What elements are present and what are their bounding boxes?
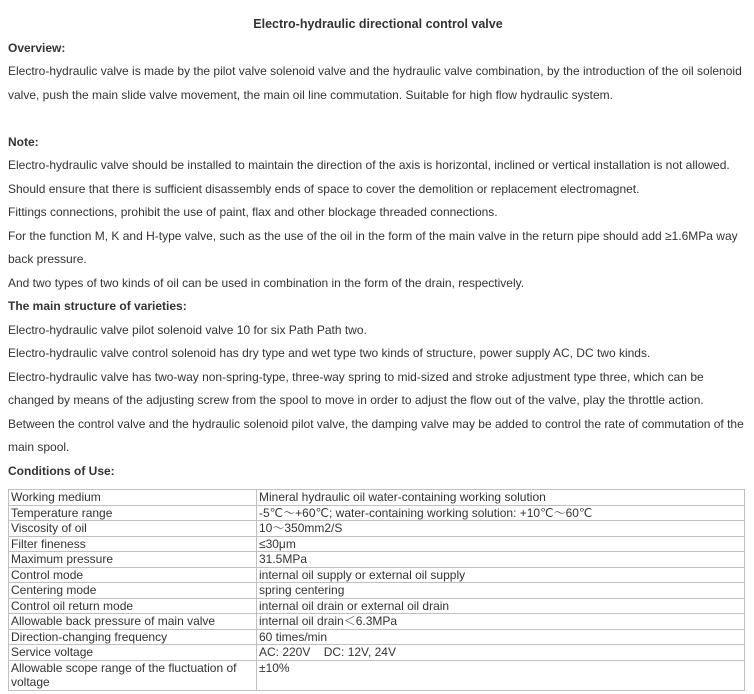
- spec-value-cell: 31.5MPa: [257, 552, 745, 568]
- spec-label-cell: Centering mode: [9, 583, 257, 599]
- table-row: [9, 645, 745, 661]
- section-structure: [8, 295, 748, 460]
- note-heading: Note:: [8, 134, 39, 149]
- spec-value-cell: internal oil supply or external oil supply: [257, 567, 745, 583]
- conditions-spec-table: [8, 489, 745, 691]
- structure-heading: The main structure of varieties:: [8, 299, 187, 313]
- note-paragraph-1: Electro-hydraulic valve should be installed to maintain the direction of the axis is horizontal, inclined or vertical installation is not allowed.: [8, 158, 730, 172]
- spec-label-cell: Temperature range: [9, 505, 257, 521]
- spec-value-cell: internal oil drain or external oil drain: [257, 598, 745, 614]
- spec-value-cell: 10～350mm2/S: [257, 521, 745, 537]
- note-paragraph-2: Should ensure that there is sufficient disassembly ends of space to cover the demolition or replacement electromagnet.: [8, 181, 640, 196]
- spec-label-cell: Control mode: [9, 567, 257, 583]
- spec-label-cell: Allowable scope range of the fluctuation of voltage: [9, 660, 257, 690]
- structure-paragraph-4: Between the control valve and the hydraulic solenoid pilot valve, the damping valve may be added to control the rate of commutation of the main spool.: [8, 416, 744, 454]
- section-note: [8, 131, 748, 296]
- spec-value-cell: -5℃～+60℃; water-containing working solution: +10℃～60℃: [257, 505, 745, 521]
- conditions-heading: Conditions of Use:: [8, 463, 115, 478]
- spec-label-cell: Working medium: [9, 490, 257, 506]
- spec-label-cell: Service voltage: [9, 645, 257, 661]
- table-row: [9, 521, 745, 537]
- spec-label-cell: Viscosity of oil: [9, 521, 257, 537]
- spec-value-cell: ≤30μm: [257, 536, 745, 552]
- spec-value-cell: internal oil drain＜6.3MPa: [257, 614, 745, 630]
- note-paragraph-4: For the function M, K and H-type valve, such as the use of the oil in the form of the main valve in the return pipe should add ≥1.6MPa way back pressure.: [8, 228, 738, 266]
- page-title: Electro-hydraulic directional control valve: [253, 17, 503, 31]
- spec-value-cell: AC: 220V DC: 12V, 24V: [257, 645, 745, 661]
- spec-label-cell: Direction-changing frequency: [9, 629, 257, 645]
- spec-label-cell: Allowable back pressure of main valve: [9, 614, 257, 630]
- section-overview: [8, 37, 748, 108]
- spec-value-cell: ±10%: [257, 660, 745, 690]
- overview-heading: Overview:: [8, 40, 66, 55]
- spec-value-cell: 60 times/min: [257, 629, 745, 645]
- spec-label-cell: Maximum pressure: [9, 552, 257, 568]
- table-row: [9, 583, 745, 599]
- table-row: [9, 567, 745, 583]
- table-row: [9, 505, 745, 521]
- table-row: [9, 660, 745, 690]
- section-conditions: [8, 460, 748, 691]
- structure-paragraph-2: Electro-hydraulic valve control solenoid has dry type and wet type two kinds of structure, power supply AC, DC two kinds.: [8, 346, 651, 360]
- overview-paragraph: Electro-hydraulic valve is made by the pilot valve solenoid valve and the hydraulic valve combination, by the introduction of the oil solenoid valve, push the main slide valve movement, the main oil line commutation. Suitable for high flow hydraulic system.: [8, 64, 742, 102]
- note-paragraph-3: Fittings connections, prohibit the use of paint, flax and other blockage threaded connections.: [8, 205, 498, 219]
- note-paragraph-5: And two types of two kinds of oil can be used in combination in the form of the drain, respectively.: [8, 275, 525, 290]
- table-row: [9, 614, 745, 630]
- structure-paragraph-3: Electro-hydraulic valve has two-way non-spring-type, three-way spring to mid-sized and stroke adjustment type three, which can be changed by means of the adjusting screw from the spool to move in order to adjust the flow out of the valve, play the throttle action.: [8, 369, 704, 407]
- table-row: [9, 536, 745, 552]
- table-row: [9, 490, 745, 506]
- structure-paragraph-1: Electro-hydraulic valve pilot solenoid valve 10 for six Path Path two.: [8, 322, 367, 337]
- spec-value-cell: spring centering: [257, 583, 745, 599]
- spec-value-cell: Mineral hydraulic oil water-containing working solution: [257, 490, 745, 506]
- spec-label-cell: Control oil return mode: [9, 598, 257, 614]
- table-row: [9, 552, 745, 568]
- table-row: [9, 598, 745, 614]
- spec-label-cell: Filter fineness: [9, 536, 257, 552]
- table-row: [9, 629, 745, 645]
